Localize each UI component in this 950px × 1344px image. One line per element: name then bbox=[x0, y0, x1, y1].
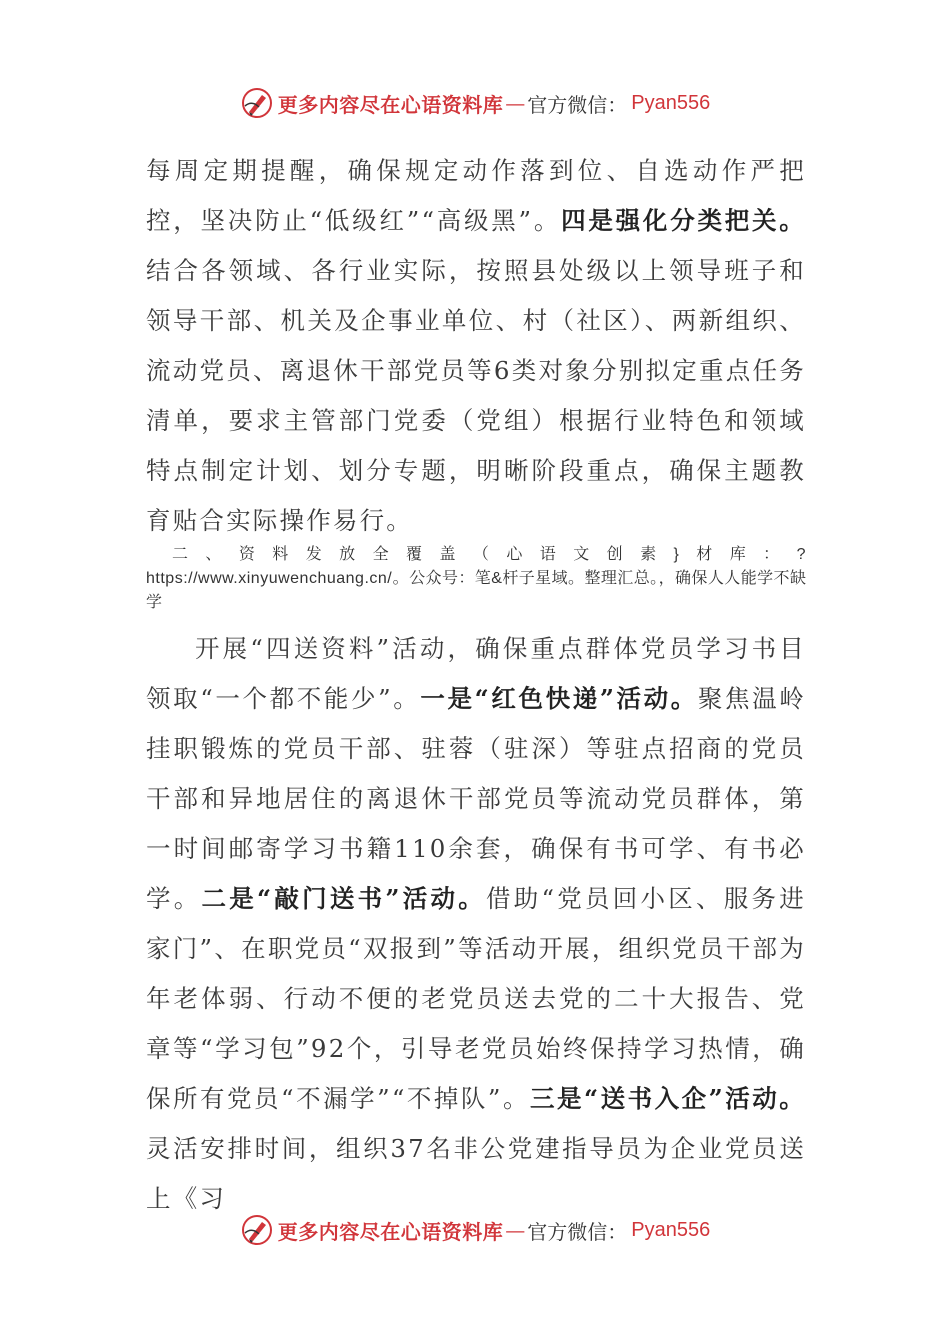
paragraph-2-text-a: 开展“四送资料”活动，确保重点群体党员学习书目领取“一个都不能少”。 bbox=[146, 634, 806, 713]
header-banner bbox=[0, 83, 950, 123]
banner-dash: — bbox=[505, 91, 526, 115]
section-heading-lead: 二、资料发放全覆盖（心语文创素}材库： bbox=[172, 546, 797, 563]
paragraph-2-bold-a: 一是“红色快递”活动。 bbox=[420, 684, 698, 713]
paragraph-2-bold-c: 三是“送书入企”活动。 bbox=[529, 1084, 806, 1113]
footer-banner bbox=[0, 1210, 950, 1250]
section-heading-rest: 。公众号：笔&杆子星域。整理汇总。，确保人人能学不缺学 bbox=[146, 570, 806, 611]
banner-wechat-label: 官方微信： bbox=[527, 92, 628, 117]
banner-dash: — bbox=[505, 1218, 526, 1242]
banner-wechat-handle: Pyan556 bbox=[631, 91, 711, 114]
section-heading-url: ?https://www.xinyuwenchuang.cn/ bbox=[146, 546, 806, 587]
pen-logo-icon bbox=[240, 1213, 274, 1247]
paragraph-2 bbox=[146, 624, 806, 1224]
paragraph-2-text-d: 灵活安排时间，组织37名非公党建指导员为企业党员送上《习 bbox=[146, 1134, 806, 1213]
paragraph-1 bbox=[146, 146, 806, 546]
paragraph-1-text-a: 每周定期提醒，确保规定动作落到位、自选动作严把控，坚决防止“低级红”“高级黑”。 bbox=[146, 156, 806, 235]
paragraph-1-bold-a: 四是强化分类把关。 bbox=[561, 206, 806, 235]
banner-brand: 更多内容尽在心语资料库 bbox=[277, 92, 504, 117]
paragraph-2-text-b: 聚焦温岭挂职锻炼的党员干部、驻蓉（驻深）等驻点招商的党员干部和异地居住的离退休干部党员等流动党员群体，第一时间邮寄学习书籍110余套，确保有书可学、有书必学。 bbox=[146, 684, 806, 913]
paragraph-2-bold-b: 二是“敲门送书”活动。 bbox=[201, 884, 486, 913]
section-heading bbox=[146, 543, 806, 615]
banner-wechat-label: 官方微信： bbox=[527, 1219, 628, 1244]
paragraph-2-text-c: 借助“党员回小区、服务进家门”、在职党员“双报到”等活动开展，组织党员干部为年老体弱、行动不便的老党员送去党的二十大报告、党章等“学习包”92个，引导老党员始终保持学习热情，确保所有党员“不漏学”“不掉队”。 bbox=[146, 884, 806, 1113]
pen-logo-icon bbox=[240, 86, 274, 120]
banner-brand: 更多内容尽在心语资料库 bbox=[277, 1219, 504, 1244]
paragraph-1-text-b: 结合各领域、各行业实际，按照县处级以上领导班子和领导干部、机关及企事业单位、村（社区）、两新组织、流动党员、离退休干部党员等6类对象分别拟定重点任务清单，要求主管部门党委（党组）根据行业特色和领域特点制定计划、划分专题，明晰阶段重点，确保主题教育贴合实际操作易行。 bbox=[146, 256, 806, 535]
banner-wechat-handle: Pyan556 bbox=[631, 1218, 711, 1241]
